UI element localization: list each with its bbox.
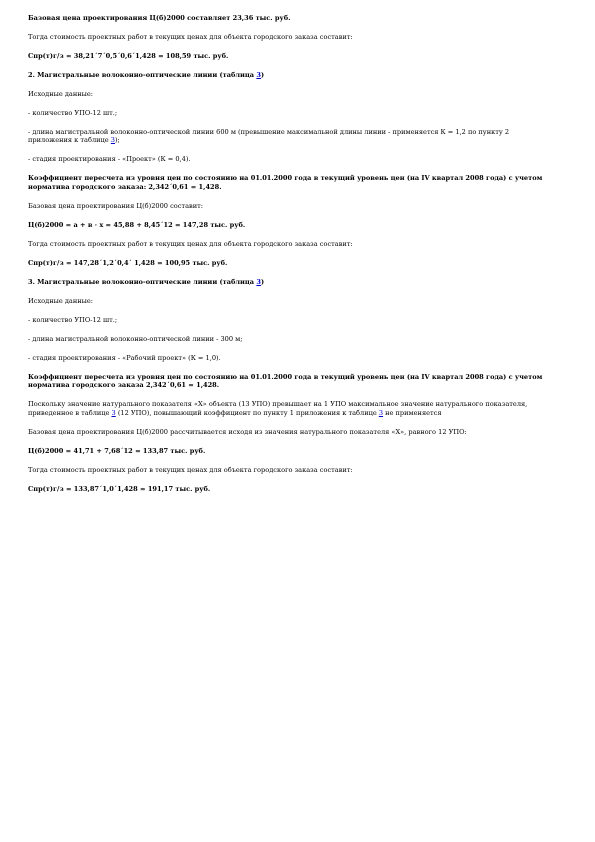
list-item: - стадия проектирования - «Рабочий проект» (К = 1,0). [28,353,221,362]
cost-intro-text: Тогда стоимость проектных работ в текущих ценах для объекта городского заказа составит: [28,239,353,248]
table-link[interactable]: 3 [256,71,261,79]
cost-formula-1: Спр(т)г/з = 38,21´7´0,5´0,6´1,428 = 108,59 тыс. руб. [28,52,229,60]
table-link[interactable]: 3 [111,408,116,417]
cost-formula-2: Спр(т)г/з = 147,28´1,2´0,4´ 1,428 = 100,95 тыс. руб. [28,258,228,267]
list-item: - стадия проектирования - «Проект» (К = 0,4). [28,155,191,164]
list-item: - количество УПО-12 шт.; [28,315,118,324]
coefficient-text: Коэффициент пересчета из уровня цен по состоянию на 01.01.2000 года в текущий уровень цен (на IV квартал 2008 года) с учетом норматива городского заказа 2,342´0,61 = 1,428. [28,372,543,390]
input-data-label: Исходные данные: [28,90,93,98]
list-item: - длина магистральной волоконно-оптической линии - 300 м; [28,334,243,343]
table-link[interactable]: 3 [378,408,384,417]
cost-formula-3: Спр(т)г/з = 133,87´1,0´1,428 = 191,17 тыс. руб. [28,484,211,493]
table-link[interactable]: 3 [256,277,261,286]
base-price-label: Базовая цена проектирования Ц(б)2000 рассчитывается исходя из значения натурального показателя «Х», равного 12 УПО: [28,427,467,436]
list-item: - длина магистральной волоконно-оптической линии 600 м (превышение максимальной длины линии - применяется К = 1,2 по пункту 2 приложения к таблице 3); [28,128,510,145]
base-price-label: Базовая цена проектирования Ц(б)2000 составит: [28,201,203,210]
base-price-formula: Ц(б)2000 = a + в · x = 45,88 + 8,45´12 = 147,28 тыс. руб. [28,220,246,229]
section-2-heading: 2. Магистральные волоконно-оптические линии (таблица 3) [28,71,265,79]
section-3-heading: 3. Магистральные волоконно-оптические линии (таблица 3) [28,277,265,286]
base-price-text: Базовая цена проектирования Ц(б)2000 составляет 23,36 тыс. руб. [28,14,291,22]
cost-intro-text: Тогда стоимость проектных работ в текущих ценах для объекта городского заказа составит: [28,465,353,474]
input-data-label: Исходные данные: [28,296,93,305]
coefficient-text: Коэффициент пересчета из уровня цен по состоянию на 01.01.2000 года в текущий уровень цен (на IV квартал 2008 года) с учетом норматива городского заказа: 2,342´0,61 = 1,428. [28,174,543,191]
base-price-formula: Ц(б)2000 = 41,71 + 7,68´12 = 133,87 тыс. руб. [28,446,206,455]
list-item: - количество УПО-12 шт.; [28,109,118,117]
table-link[interactable]: 3 [110,136,115,145]
note-text: Поскольку значение натурального показателя «Х» объекта (13 УПО) превышает на 1 УПО максимальное значение натурального показателя, приведенное в таблице 3 (12 УПО), повышающий коэффициент по пункту 1 приложения к таблице 3 не применяется [28,400,528,417]
cost-intro-text: Тогда стоимость проектных работ в текущих ценах для объекта городского заказа составит: [28,33,353,41]
